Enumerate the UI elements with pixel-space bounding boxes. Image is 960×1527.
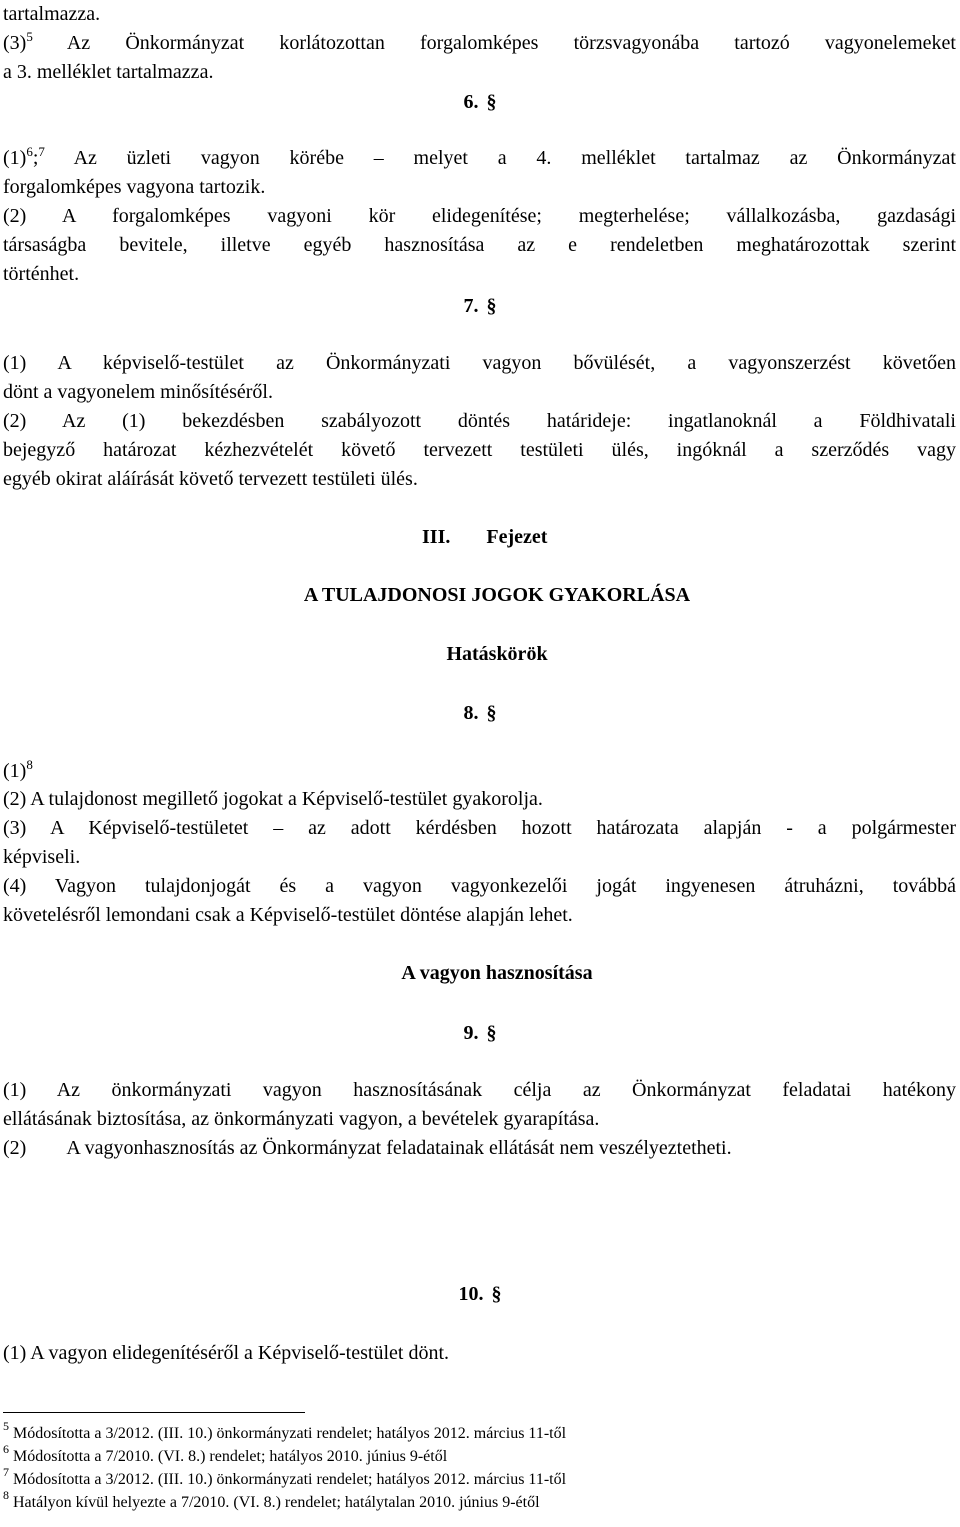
footnote-text: Módosította a 7/2010. (VI. 8.) rendelet; hatályos 2010. június 9-étől — [13, 1448, 448, 1465]
text-line: történhet. — [3, 263, 80, 285]
footnote-text: Hatályon kívül helyezte a 7/2010. (VI. 8.) rendelet; hatálytalan 2010. június 9-étől — [13, 1494, 540, 1511]
text-line: egyéb okirat aláírását követő tervezett testületi ülés. — [3, 468, 418, 490]
footnote-ref[interactable]: 8 — [26, 757, 33, 772]
footnote-text: Módosította a 3/2012. (III. 10.) önkormányzati rendelet; hatályos 2012. március 11-től — [13, 1425, 567, 1442]
footnote-text: Módosította a 3/2012. (III. 10.) önkormányzati rendelet; hatályos 2012. március 11-től — [13, 1471, 567, 1488]
paragraph-1-line — [3, 759, 956, 783]
text-line: (2) A tulajdonost megillető jogokat a Képviselő-testület gyakorolja. — [3, 788, 543, 810]
section-sign: § — [491, 1283, 502, 1305]
text-line: követelésről lemondani csak a Képviselő-testület döntése alapján lehet. — [3, 904, 573, 926]
section-heading-6 — [0, 90, 960, 114]
section-heading-8 — [0, 701, 960, 725]
section-number: 9. — [463, 1022, 479, 1044]
text-line: (1) A képviselő-testület az Önkormányzati vagyon bővülését, a vagyonszerzést követően — [3, 352, 956, 374]
section-number: 10. — [458, 1283, 484, 1305]
footnote-ref[interactable]: 6 — [26, 144, 33, 159]
text-line: dönt a vagyonelem minősítéséről. — [3, 381, 273, 403]
footnote-ref[interactable]: 7 — [38, 144, 45, 159]
paragraph-number: (1) — [3, 147, 27, 169]
footnote — [3, 1465, 567, 1490]
paragraph-2-line — [3, 1136, 956, 1160]
chapter-number: III. — [422, 526, 451, 548]
chapter-title: A TULAJDONOSI JOGOK GYAKORLÁSA — [303, 584, 691, 606]
footnote-separator — [3, 1412, 305, 1413]
text-span: A vagyonhasznosítás az Önkormányzat feladatainak ellátását nem veszélyeztetheti. — [66, 1137, 732, 1159]
text-line: (2) A forgalomképes vagyoni kör elidegenítése; megterhelése; vállalkozásba, gazdasági — [3, 205, 956, 227]
text-line: tartalmazza. — [3, 3, 101, 25]
text-line: (2) Az (1) bekezdésben szabályozott döntés határideje: ingatlanoknál a Földhivatali — [3, 410, 956, 432]
footnote — [3, 1442, 448, 1467]
text-line: forgalomképes vagyona tartozik. — [3, 176, 266, 198]
chapter-word: Fejezet — [486, 526, 548, 548]
section-number: 7. — [463, 295, 479, 317]
paragraph-3-line — [3, 31, 956, 55]
footnote-ref[interactable]: 5 — [26, 29, 33, 44]
text-line: (3) A Képviselő-testületet – az adott kérdésben hozott határozata alapján - a polgármester — [3, 817, 956, 839]
text-line: bejegyző határozat kézhezvételét követő tervezett testületi ülés, ingóknál a szerződés vagy — [3, 439, 956, 461]
section-sign: § — [486, 295, 497, 317]
text-span: ; — [32, 147, 39, 169]
footnote-number: 6 — [3, 1442, 9, 1456]
paragraph-number: (2) — [3, 1137, 27, 1159]
footnote — [3, 1419, 567, 1444]
subheading-hataskorok: Hatáskörök — [446, 643, 548, 665]
paragraph-number: (1) — [3, 760, 27, 782]
text-span: Az Önkormányzat korlátozottan forgalomképes törzsvagyonába tartozó vagyonelemeket — [32, 32, 956, 54]
footnote-number: 8 — [3, 1488, 9, 1502]
footnote — [3, 1488, 540, 1513]
text-line: ellátásának biztosítása, az önkormányzati vagyon, a bevételek gyarapítása. — [3, 1108, 600, 1130]
section-heading-7 — [0, 294, 960, 318]
section-number: 6. — [463, 91, 479, 113]
section-number: 8. — [463, 702, 479, 724]
text-line: társaságba bevitele, illetve egyéb hasznosítása az e rendeletben meghatározottak szerint — [3, 234, 956, 256]
section-heading-10 — [0, 1282, 960, 1306]
section-sign: § — [486, 702, 497, 724]
text-span: Az üzleti vagyon körébe – melyet a 4. melléklet tartalmaz az Önkormányzat — [44, 147, 956, 169]
paragraph-number: (3) — [3, 32, 27, 54]
text-line: (1) A vagyon elidegenítéséről a Képviselő-testület dönt. — [3, 1342, 449, 1364]
subheading-vagyon-hasznositasa: A vagyon hasznosítása — [401, 962, 593, 984]
chapter-heading — [422, 525, 722, 549]
text-line: (1) Az önkormányzati vagyon hasznosításának célja az Önkormányzat feladatai hatékony — [3, 1079, 956, 1101]
text-line: képviseli. — [3, 846, 81, 868]
footnote-number: 5 — [3, 1419, 9, 1433]
section-sign: § — [486, 1022, 497, 1044]
section-sign: § — [486, 91, 497, 113]
text-line: a 3. melléklet tartalmazza. — [3, 61, 214, 83]
section-heading-9 — [0, 1021, 960, 1045]
text-line: (4) Vagyon tulajdonjogát és a vagyon vagyonkezelői jogát ingyenesen átruházni, továbbá — [3, 875, 956, 897]
footnote-number: 7 — [3, 1465, 9, 1479]
paragraph-1-line — [3, 146, 956, 170]
